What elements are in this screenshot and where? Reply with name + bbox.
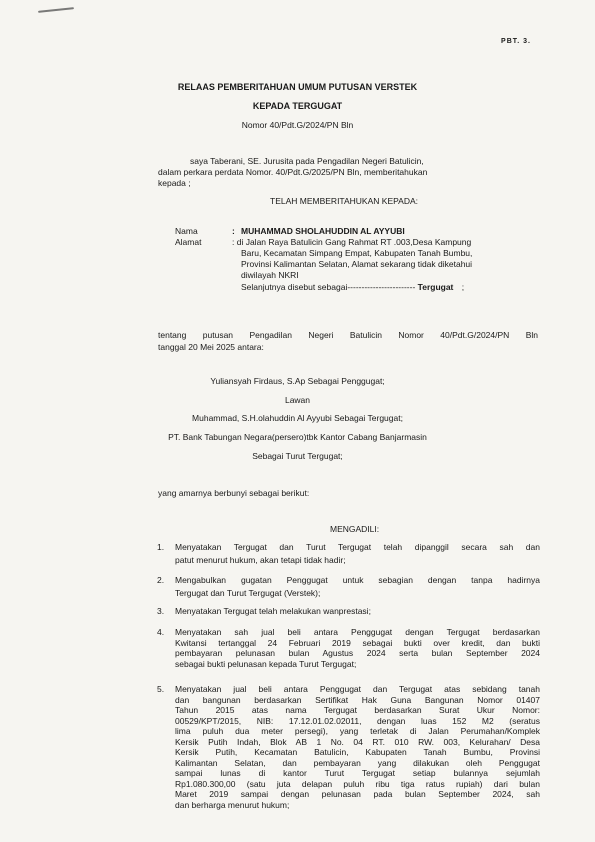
ruling-number: 5. — [157, 684, 165, 694]
ruling-line: Kersik Putih, Kecamatan Batulicin, Kabupaten Tanah Bumbu, Provinsi — [175, 747, 540, 757]
intro-line-1: saya Taberani, SE. Jurusita pada Pengadilan Negeri Batulicin, — [190, 156, 424, 166]
ruling-line: Menyatakan jual beli antara Penggugat dan Tergugat atas sebidang tanah — [175, 684, 540, 694]
ruling-line: Mengabulkan gugatan Penggugat untuk sebagian dengan tanpa hadirnya — [175, 575, 540, 585]
scan-mark — [38, 7, 74, 13]
verdict-line-1: tentang putusan Pengadilan Negeri Batulicin Nomor 40/Pdt.G/2024/PN Bln — [158, 330, 538, 340]
ruling-item — [175, 627, 540, 669]
party-defendant: Muhammad, S.H.olahuddin Al Ayyubi Sebagai Tergugat; — [192, 413, 403, 423]
ruling-line: sebagai bukti pelunasan kepada Turut Tergugat; — [175, 658, 357, 669]
address-label: Alamat — [175, 237, 202, 247]
ruling-number: 4. — [157, 627, 165, 637]
ruling-line: Kwitansi tertanggal 24 Februari 2019 sebagai bukti over kredit, dan bukti — [175, 637, 540, 648]
ruling-number: 2. — [157, 575, 165, 585]
ruling-line: Menyatakan Tergugat dan Turut Tergugat telah dipanggil secara sah dan — [175, 542, 540, 552]
party-co-defendant: PT. Bank Tabungan Negara(persero)tbk Kantor Cabang Banjarmasin — [168, 432, 427, 442]
ruling-line: 00529/KPT/2015, NIB: 17.12.01.02.02011, dengan luas 152 M2 (seratus — [175, 715, 540, 726]
ruling-item — [175, 542, 540, 565]
document-subtitle: KEPADA TERGUGAT — [252, 101, 343, 111]
address-line-2: Baru, Kecamatan Simpang Empat, Kabupaten Tanah Bumbu, — [241, 248, 473, 258]
name-label: Nama — [175, 226, 198, 236]
reads-as: yang amarnya berbunyi sebagai berikut: — [158, 488, 310, 498]
called-text: Selanjutnya disebut sebagai — [241, 282, 348, 292]
ruling-number: 3. — [157, 606, 165, 616]
case-number: Nomor 40/Pdt.G/2024/PN Bln — [241, 120, 354, 130]
ruling-line: Kersik Putih Indah, Blok AB 1 No. 04 RT. 010 RW. 003, Kelurahan/ Desa — [175, 736, 540, 747]
ruling-line: sampai lunas di kantor Turut Tergugat setiap bulannya sejumlah — [175, 768, 540, 778]
ruling-line: lima puluh dua meter persegi), yang terletak di Jalan Perumahan/Komplek — [175, 726, 540, 736]
address-line-3: Provinsi Kalimantan Selatan, Alamat sekarang tidak diketahui — [241, 259, 473, 269]
party-plaintiff: Yuliansyah Firdaus, S.Ap Sebagai Penggugat; — [210, 376, 385, 386]
mengadili-heading: MENGADILI: — [330, 524, 380, 534]
ruling-line: Tergugat dan Turut Tergugat (Verstek); — [175, 587, 321, 598]
ruling-line: Rp1.080.300,00 (satu juta delapan puluh ribu tiga ratus rupiah) dari bulan — [175, 778, 540, 789]
ruling-item — [175, 606, 540, 617]
ruling-item — [175, 575, 540, 598]
document-title: RELAAS PEMBERITAHUAN UMUM PUTUSAN VERSTEK — [177, 82, 418, 92]
called-end: ; — [461, 282, 465, 292]
address-line-4: diwilayah NKRI — [241, 270, 299, 280]
party-name: MUHAMMAD SHOLAHUDDIN AL AYYUBI — [241, 226, 405, 236]
ruling-line: Menyatakan Tergugat telah melakukan wanprestasi; — [175, 606, 371, 616]
notified-heading: TELAH MEMBERITAHUKAN KEPADA: — [270, 196, 418, 206]
intro-line-2: dalam perkara perdata Nomor. 40/Pdt.G/2025/PN Bln, memberitahukan — [158, 167, 428, 177]
party-co-defendant-role: Sebagai Turut Tergugat; — [252, 451, 343, 461]
party-versus: Lawan — [284, 395, 311, 405]
ruling-line: Kalimantan Selatan, dan pembayaran yang dilakukan oleh Penggugat — [175, 757, 540, 768]
page-code: PBT. 3. — [501, 38, 531, 45]
ruling-line: dan berharga menurut hukum; — [175, 799, 290, 810]
ruling-number: 1. — [157, 542, 165, 552]
ruling-line: pembayaran pelunasan bulan Agustus 2024 serta bulan September 2024 — [175, 648, 540, 658]
called-role: Tergugat — [417, 282, 454, 292]
ruling-line: dan bangunan berdasarkan Sertifikat Hak Guna Bangunan Nomor 01407 — [175, 694, 540, 705]
ruling-line: patut menurut hukum, akan tetapi tidak hadir; — [175, 554, 346, 565]
ruling-line: Menyatakan sah jual beli antara Penggugat dengan Tergugat berdasarkan — [175, 627, 540, 637]
called-line — [241, 282, 464, 292]
ruling-item — [175, 684, 540, 810]
address-line-1: : di Jalan Raya Batulicin Gang Rahmat RT .003,Desa Kampung — [232, 237, 472, 247]
ruling-line: Maret 2019 sampai dengan pelunasan pada bulan September 2024, sah — [175, 789, 540, 799]
called-dashes: ------------------------ — [347, 282, 416, 292]
name-separator: : — [232, 226, 235, 236]
verdict-line-2: tanggal 20 Mei 2025 antara: — [158, 342, 264, 352]
ruling-line: Tahun 2015 atas nama Tergugat berdasarkan Surat Ukur Nomor: — [175, 705, 540, 715]
intro-line-3: kepada ; — [158, 178, 191, 188]
